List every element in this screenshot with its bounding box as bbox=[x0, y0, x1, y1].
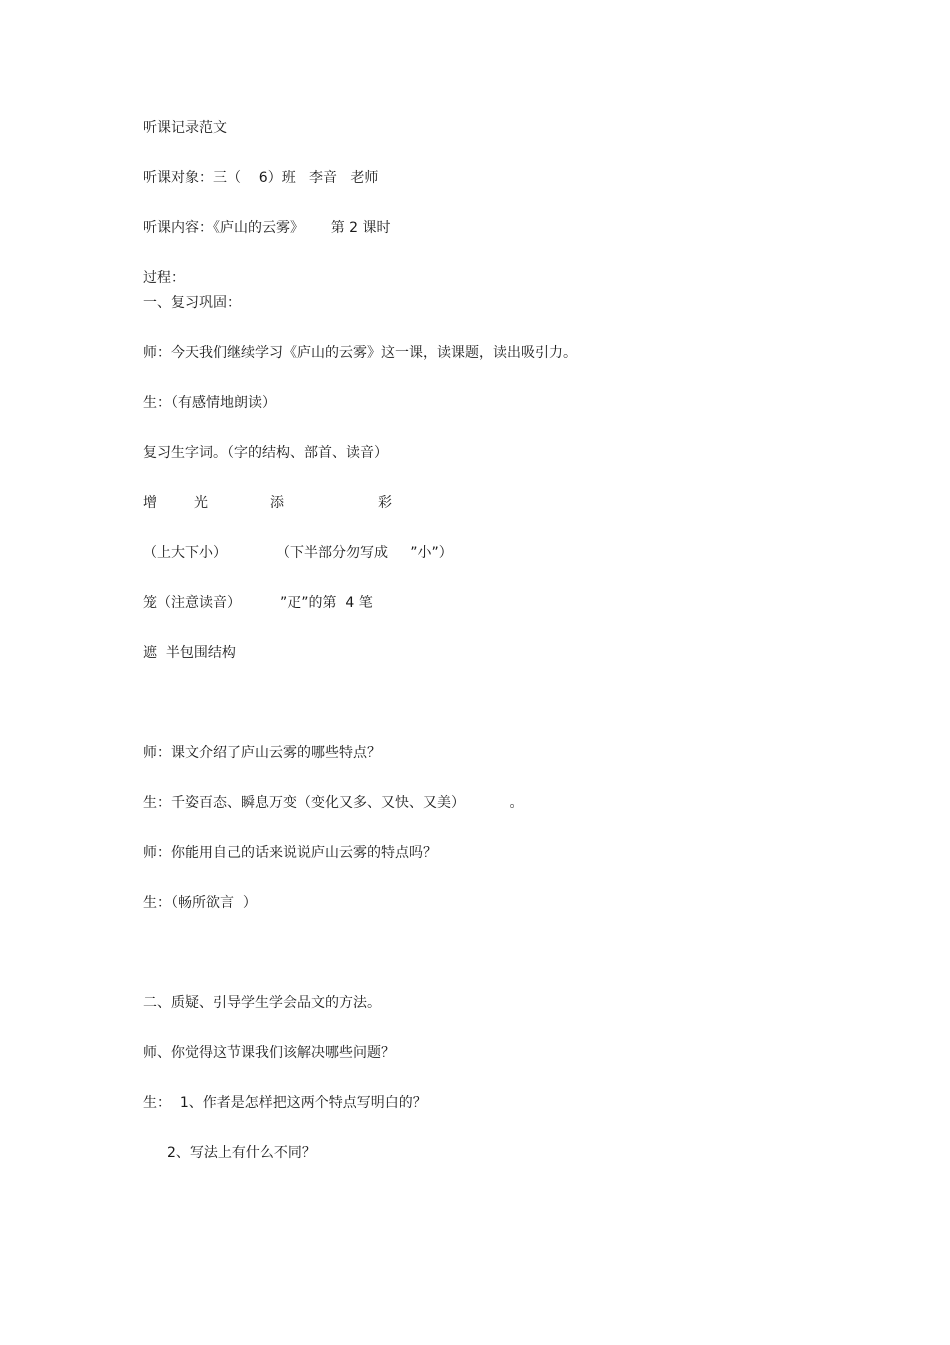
teacher-line-4: 师、你觉得这节课我们该解决哪些问题？ bbox=[143, 1045, 395, 1061]
teacher-line-2: 师：课文介绍了庐山云雾的哪些特点？ bbox=[143, 745, 381, 761]
student-line-3: 生：（畅所欲言 ） bbox=[143, 895, 257, 911]
student-line-2: 生：千姿百态、瞬息万变（变化又多、又快、又美） 。 bbox=[143, 795, 524, 811]
character-guang: 光 bbox=[194, 495, 208, 511]
character-zeng: 增 bbox=[143, 495, 157, 511]
note-stroke: ”疋”的第 4 笔 bbox=[280, 595, 373, 611]
zhe-structure-line: 遮 半包围结构 bbox=[143, 645, 236, 661]
note-bottom-part: （下半部分勿写成 ”小”） bbox=[276, 545, 453, 561]
section-1-heading: 一、复习巩固： bbox=[143, 295, 241, 311]
section-2-heading: 二、质疑、引导学生学会品文的方法。 bbox=[143, 995, 381, 1011]
process-label: 过程： bbox=[143, 270, 185, 286]
student-line-4: 生： 1、作者是怎样把这两个特点写明白的？ bbox=[143, 1095, 427, 1111]
note-pronunciation: 笼（注意读音） bbox=[143, 595, 241, 611]
teacher-line-1: 师：今天我们继续学习《庐山的云雾》这一课，读课题，读出吸引力。 bbox=[143, 345, 577, 361]
lesson-content-line: 听课内容：《庐山的云雾》 第 2 课时 bbox=[143, 220, 391, 236]
document-title: 听课记录范文 bbox=[143, 120, 227, 136]
note-structure: （上大下小） bbox=[143, 545, 227, 561]
teacher-line-3: 师：你能用自己的话来说说庐山云雾的特点吗？ bbox=[143, 845, 437, 861]
review-words-line: 复习生字词。（字的结构、部首、读音） bbox=[143, 445, 388, 461]
character-cai: 彩 bbox=[378, 495, 392, 511]
class-object-line: 听课对象：三（ 6）班 李音 老师 bbox=[143, 170, 379, 186]
character-tian: 添 bbox=[270, 495, 284, 511]
student-line-1: 生：（有感情地朗读） bbox=[143, 395, 276, 411]
student-line-4b: 2、写法上有什么不同？ bbox=[167, 1145, 316, 1161]
